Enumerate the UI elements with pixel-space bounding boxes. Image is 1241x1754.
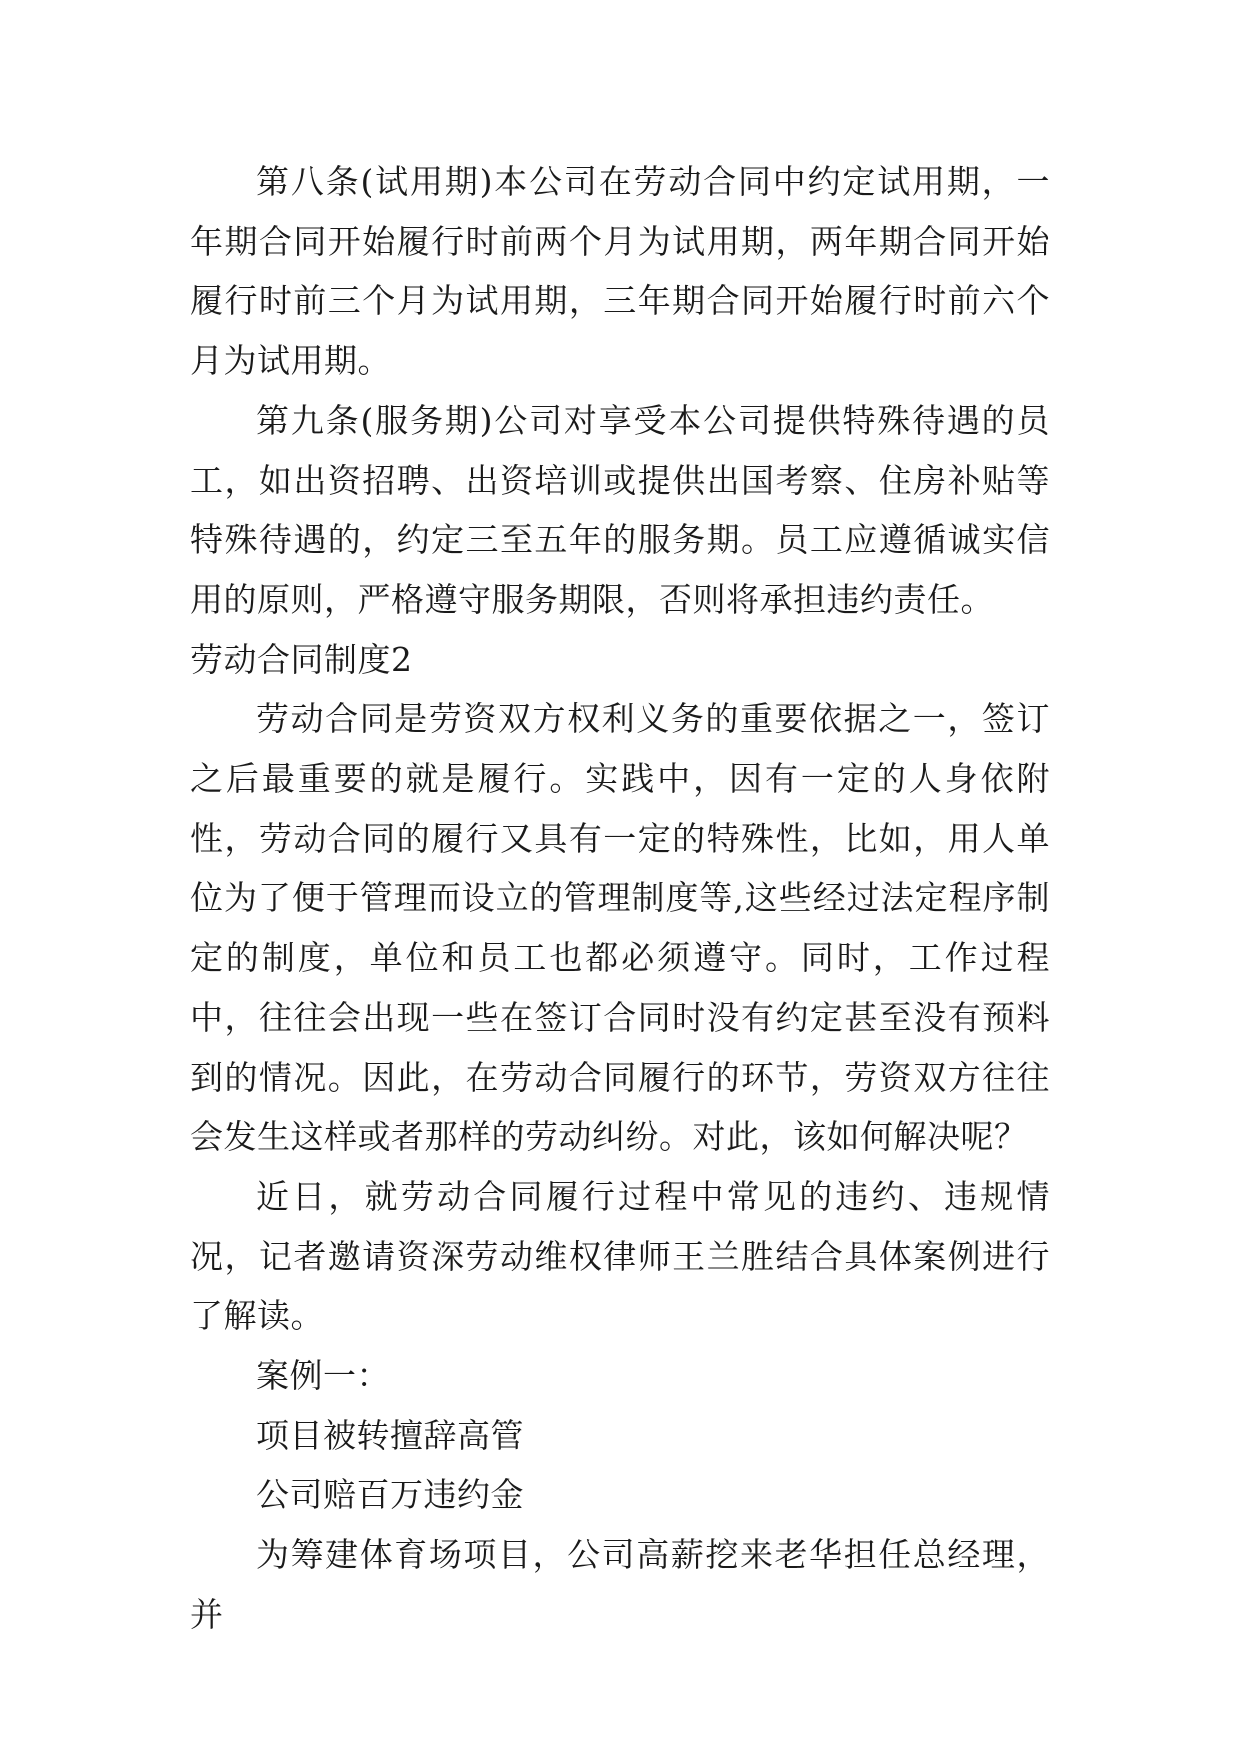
article-8-paragraph: 第八条(试用期)本公司在劳动合同中约定试用期，一年期合同开始履行时前两个月为试用期，两年期合同开始履行时前三个月为试用期，三年期合同开始履行时前六个月为试用期。 bbox=[190, 162, 1050, 381]
article-9-paragraph: 第九条(服务期)公司对享受本公司提供特殊待遇的员工，如出资招聘、出资培训或提供出国考察、住房补贴等特殊待遇的，约定三至五年的服务期。员工应遵循诚实信用的原则，严格遵守服务期限，否则将承担违约责任。 bbox=[190, 400, 1050, 619]
case-title-line-2: 公司赔百万违约金 bbox=[256, 1475, 524, 1515]
document-body bbox=[190, 152, 1050, 1645]
section-heading: 劳动合同制度2 bbox=[190, 639, 413, 679]
case-title-line-1: 项目被转擅辞高管 bbox=[256, 1415, 524, 1455]
reporter-paragraph: 近日，就劳动合同履行过程中常见的违约、违规情况，记者邀请资深劳动维权律师王兰胜结合具体案例进行了解读。 bbox=[190, 1176, 1050, 1336]
intro-paragraph: 劳动合同是劳资双方权利义务的重要依据之一，签订之后最重要的就是履行。实践中，因有一定的人身依附性，劳动合同的履行又具有一定的特殊性，比如，用人单位为了便于管理而设立的管理制度等,这些经过法定程序制定的制度，单位和员工也都必须遵守。同时，工作过程中，往往会出现一些在签订合同时没有约定甚至没有预料到的情况。因此，在劳动合同履行的环节，劳资双方往往会发生这样或者那样的劳动纠纷。对此，该如何解决呢？ bbox=[190, 699, 1050, 1157]
case-body-paragraph: 为筹建体育场项目，公司高薪挖来老华担任总经理，并 bbox=[190, 1535, 1050, 1634]
case-label: 案例一： bbox=[256, 1356, 390, 1396]
